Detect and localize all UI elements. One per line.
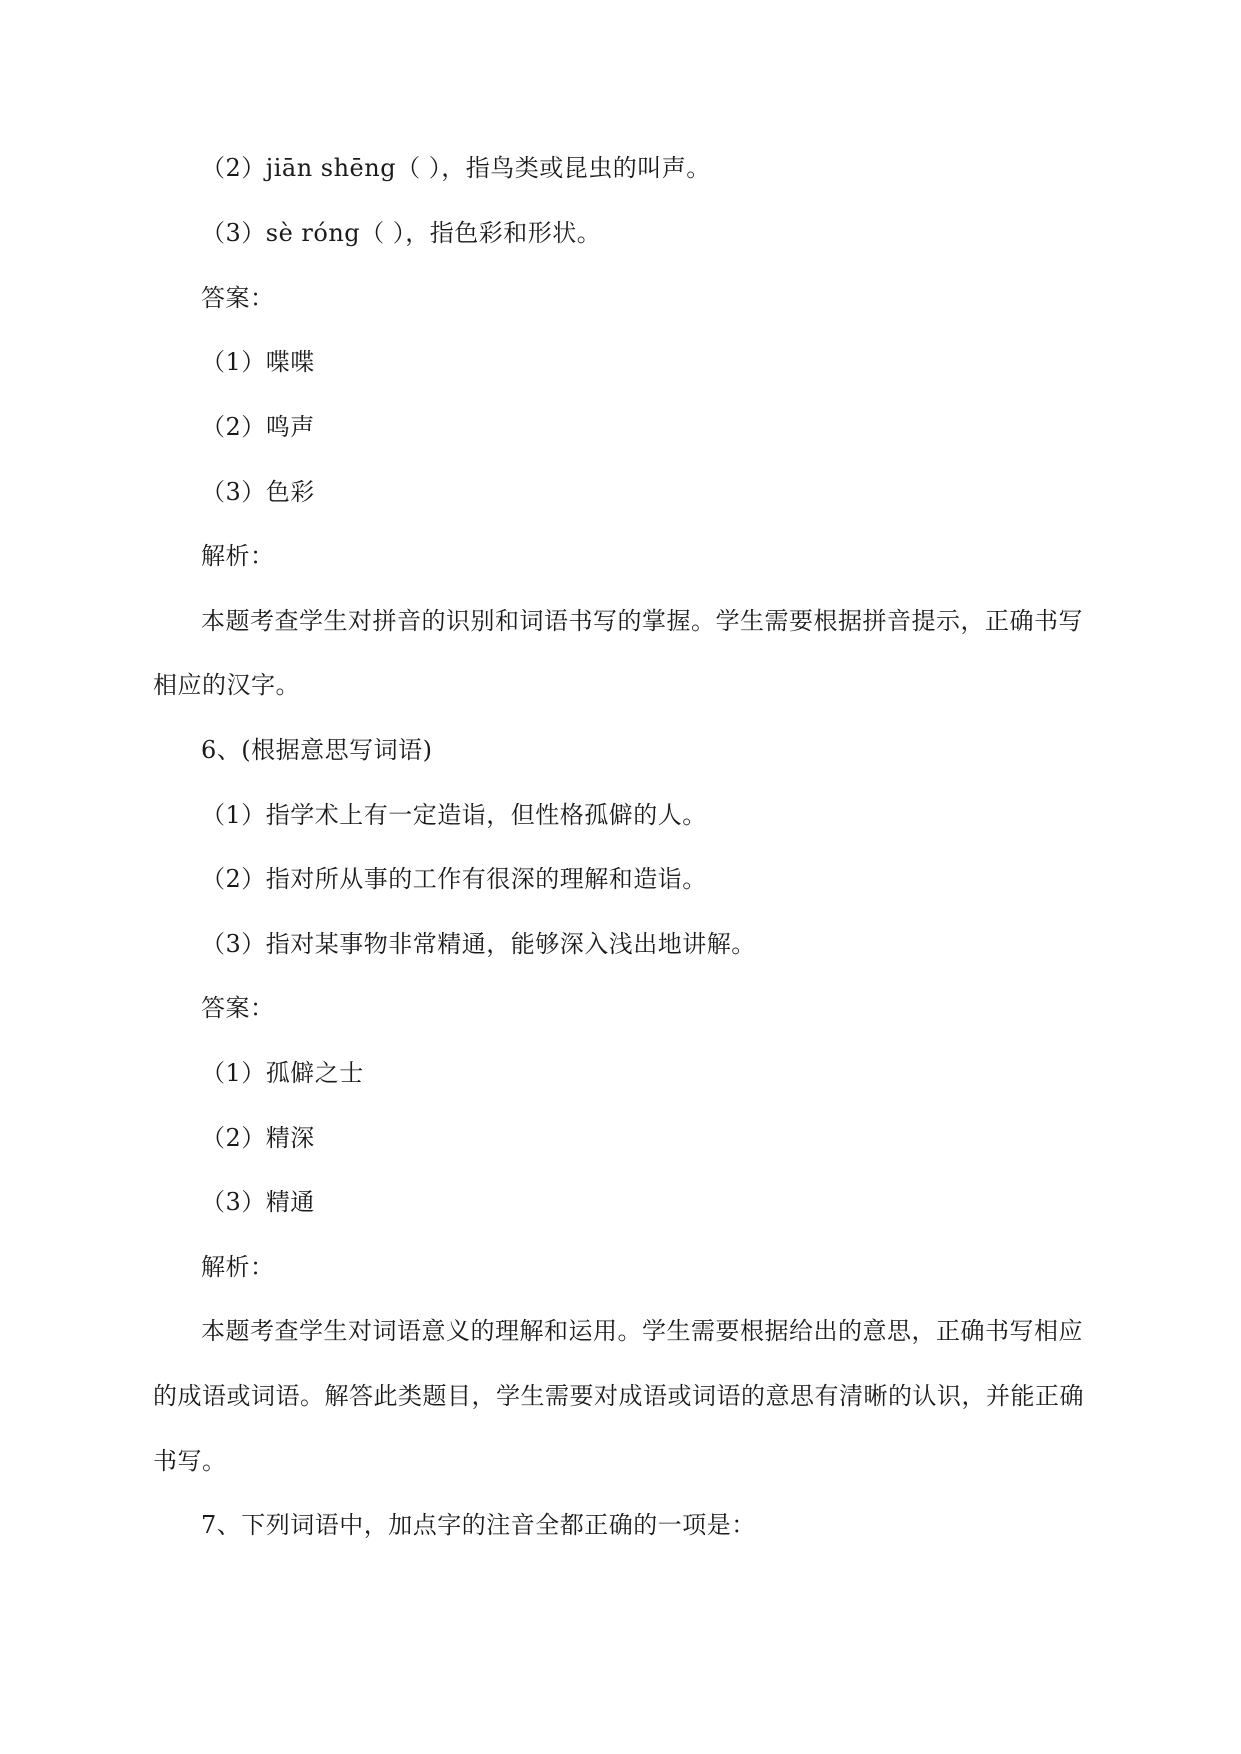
analysis-paragraph-line-1: 本题考查学生对词语意义的理解和运用。学生需要根据给出的意思，正确书写相应 bbox=[201, 1317, 1083, 1345]
q6-item-3: （3）指对某事物非常精通，能够深入浅出地讲解。 bbox=[201, 930, 756, 958]
analysis-heading: 解析： bbox=[201, 542, 275, 570]
answer-item-2: （2）鸣声 bbox=[201, 413, 315, 441]
analysis-paragraph-line-2: 的成语或词语。解答此类题目，学生需要对成语或词语的意思有清晰的认识，并能正确 bbox=[153, 1382, 1084, 1410]
q6-item-1: （1）指学术上有一定造诣，但性格孤僻的人。 bbox=[201, 801, 707, 829]
q5-item-3: （3）sè róng（ ），指色彩和形状。 bbox=[201, 219, 602, 247]
answer-item-1: （1）喋喋 bbox=[201, 348, 315, 376]
answer-item-3: （3）精通 bbox=[201, 1188, 315, 1216]
answer-heading: 答案： bbox=[201, 284, 275, 312]
question-7-title: 7、下列词语中，加点字的注音全都正确的一项是： bbox=[201, 1511, 756, 1539]
analysis-paragraph-line-2: 相应的汉字。 bbox=[153, 671, 300, 699]
question-6-title: 6、(根据意思写词语) bbox=[201, 736, 433, 764]
analysis-paragraph-line-3: 书写。 bbox=[153, 1447, 227, 1475]
analysis-paragraph-line-1: 本题考查学生对拼音的识别和词语书写的掌握。学生需要根据拼音提示，正确书写 bbox=[201, 607, 1083, 635]
q6-item-2: （2）指对所从事的工作有很深的理解和造诣。 bbox=[201, 865, 707, 893]
q5-item-2: （2）jiān shēng（ ），指鸟类或昆虫的叫声。 bbox=[201, 154, 711, 182]
analysis-heading: 解析： bbox=[201, 1253, 275, 1281]
answer-item-2: （2）精深 bbox=[201, 1124, 315, 1152]
answer-item-1: （1）孤僻之士 bbox=[201, 1059, 364, 1087]
answer-heading: 答案： bbox=[201, 994, 275, 1022]
answer-item-3: （3）色彩 bbox=[201, 478, 315, 506]
